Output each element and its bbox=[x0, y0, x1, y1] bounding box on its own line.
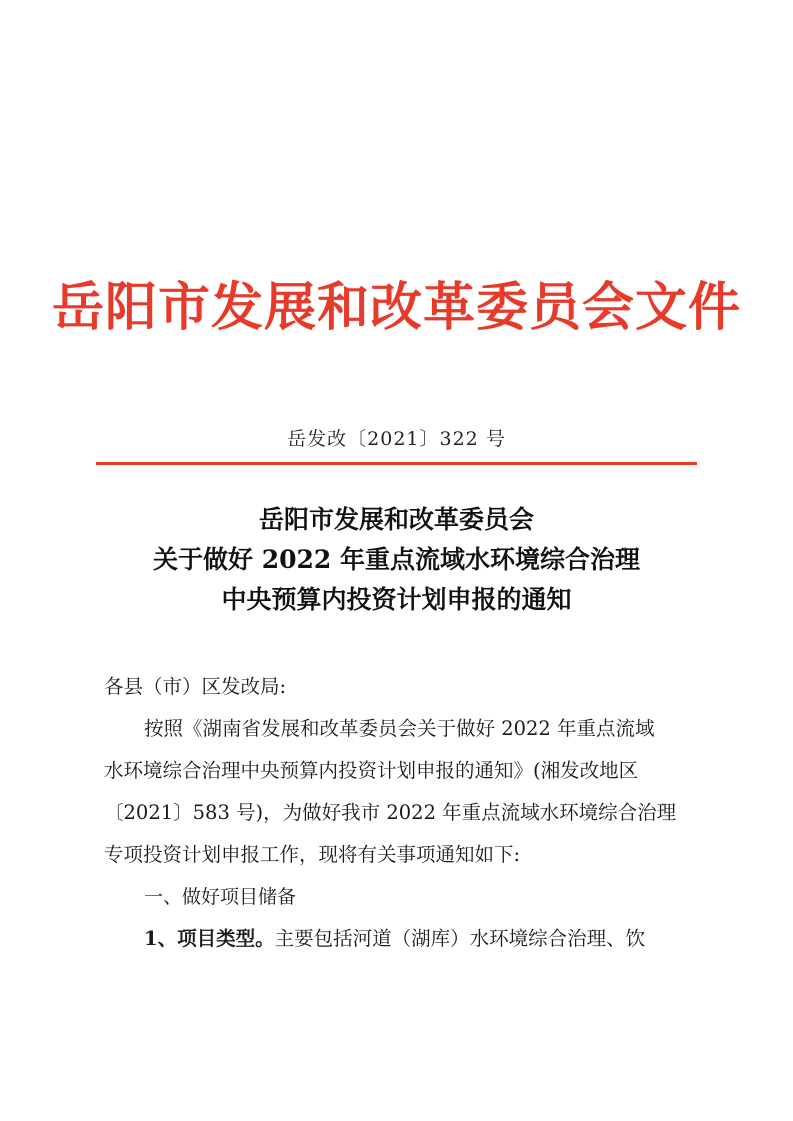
paragraph-1-line-3: 〔2021〕583 号)，为做好我市 2022 年重点流域水环境综合治理 bbox=[104, 801, 677, 824]
paragraph-1-line-2: 水环境综合治理中央预算内投资计划申报的通知》(湘发改地区 bbox=[104, 759, 639, 782]
paragraph-1-line-4: 专项投资计划申报工作，现将有关事项通知如下: bbox=[104, 843, 521, 866]
title-line-1: 岳阳市发展和改革委员会 bbox=[258, 505, 534, 534]
item-1 bbox=[104, 918, 694, 960]
document-number: 岳发改〔2021〕322 号 bbox=[287, 428, 506, 450]
item-1-label: 1、项目类型。 bbox=[144, 927, 275, 950]
masthead-title: 岳阳市发展和改革委员会文件 bbox=[51, 278, 741, 338]
salutation: 各县（市）区发改局: bbox=[104, 675, 287, 698]
red-divider-line bbox=[96, 462, 697, 465]
section-1-heading: 一、做好项目储备 bbox=[144, 886, 297, 908]
title-line-2: 关于做好 2022 年重点流域水环境综合治理 bbox=[153, 545, 640, 574]
notice-title bbox=[0, 500, 793, 620]
notice-body bbox=[104, 666, 694, 960]
title-line-3: 中央预算内投资计划申报的通知 bbox=[221, 585, 572, 614]
paragraph-1-line-1: 按照《湖南省发展和改革委员会关于做好 2022 年重点流域 bbox=[144, 717, 655, 740]
item-1-text: 主要包括河道（湖库）水环境综合治理、饮 bbox=[274, 927, 646, 950]
